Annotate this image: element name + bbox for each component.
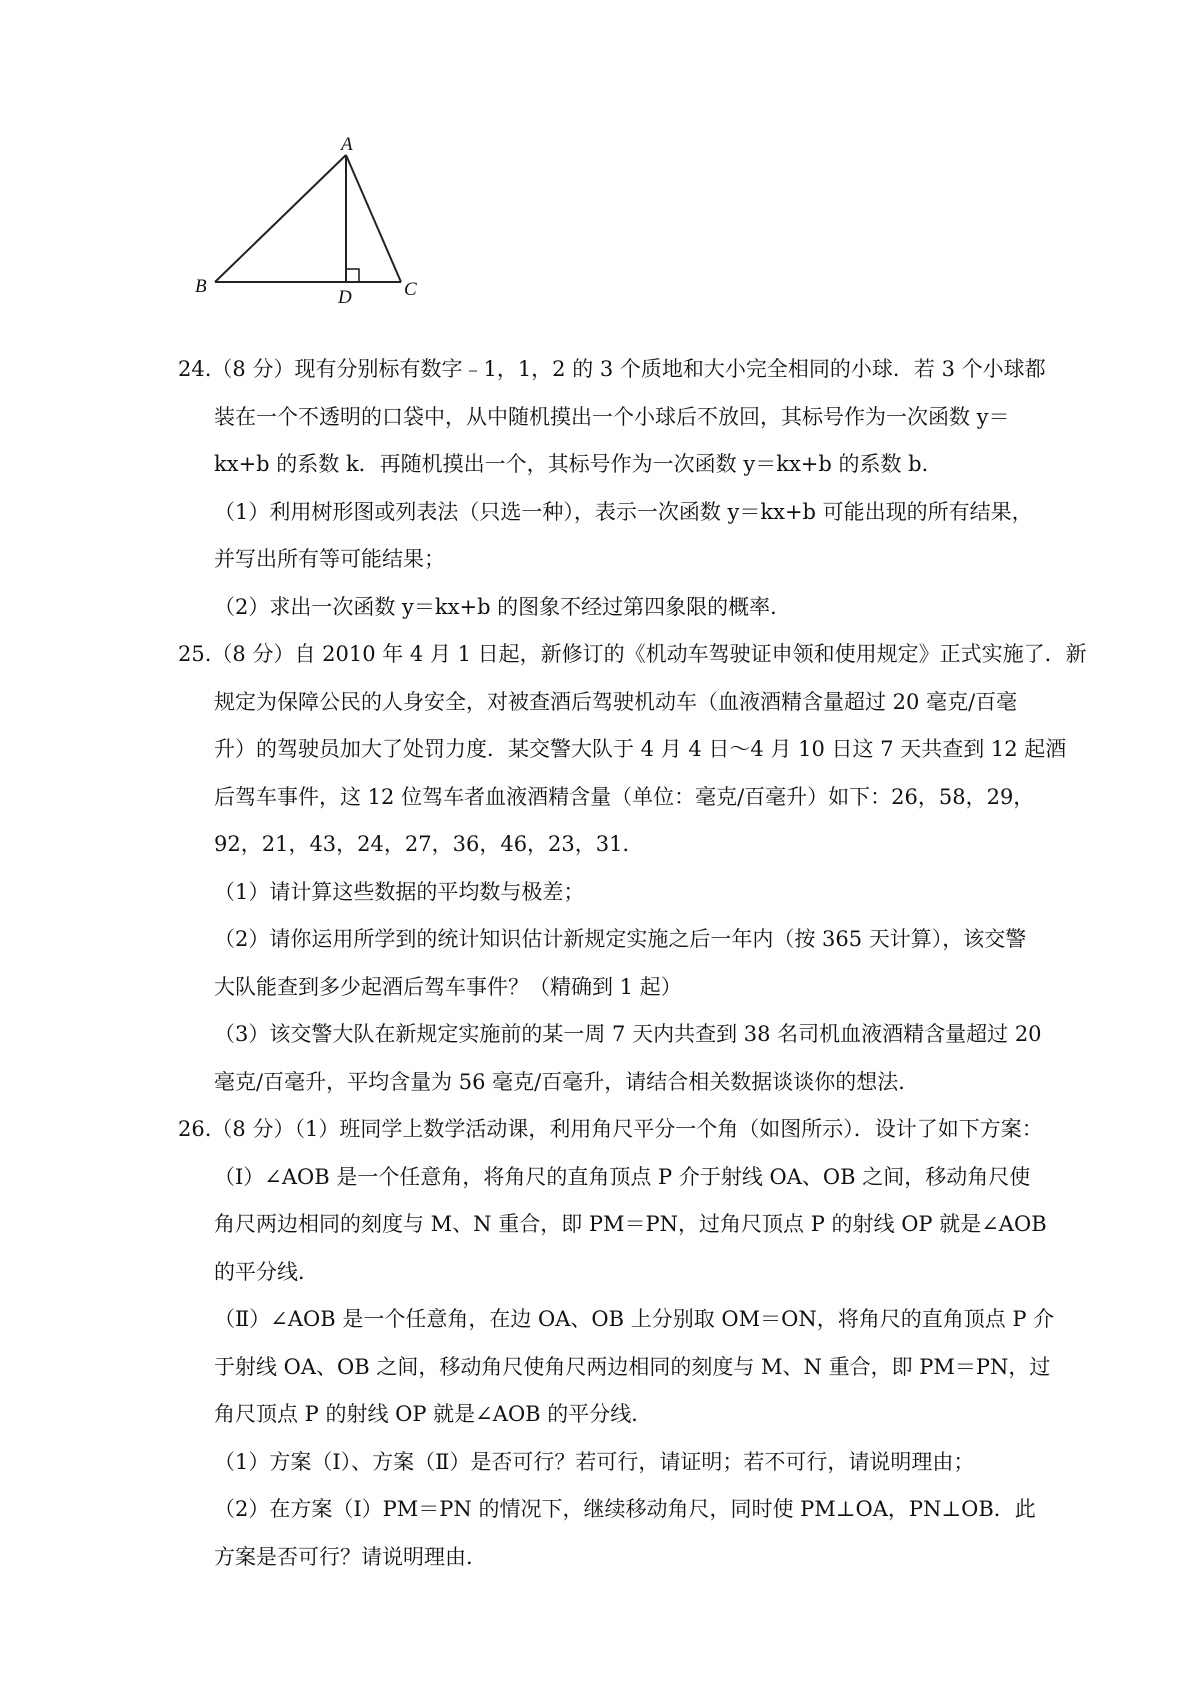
q25-line-5 [214, 821, 1038, 869]
q25-line-9 [214, 1011, 1042, 1059]
q24-line-2 [214, 394, 1038, 442]
q26-line-1 [178, 1106, 1043, 1154]
q25-line-2 [214, 679, 1038, 727]
q25-text-10: 毫克/百毫升，平均含量为 56 毫克/百毫升，请结合相关数据谈谈你的想法． [214, 1069, 920, 1094]
q25-line-6 [214, 869, 1038, 917]
q26-line-10 [214, 1534, 1038, 1582]
q26-text-9: （2）在方案（Ⅰ）PM＝PN 的情况下，继续移动角尺，同时使 PM⊥OA，PN⊥OB．此 [214, 1497, 1036, 1521]
q25-text-8: 大队能查到多少起酒后驾车事件？（精确到 1 起） [214, 974, 682, 999]
triangle-diagram [195, 134, 465, 335]
q25-score: （8 分） [211, 642, 295, 666]
q26-text-6: 于射线 OA、OB 之间，移动角尺使角尺两边相同的刻度与 M、N 重合，即 PM＝PN，过 [214, 1354, 1051, 1379]
q26-line-9 [214, 1486, 1038, 1534]
q26-text-5: （Ⅱ）∠AOB 是一个任意角，在边 OA、OB 上分别取 OM＝ON，将角尺的直角顶点 P 介 [214, 1307, 1055, 1331]
q26-line-8 [214, 1439, 1038, 1487]
side-AC [346, 155, 401, 282]
q25-line-8 [214, 964, 1038, 1012]
side-AB [215, 155, 346, 282]
q26-line-3 [214, 1201, 1047, 1249]
q26-text-1: （1）班同学上数学活动课，利用角尺平分一个角（如图所示）．设计了如下方案： [294, 1117, 1043, 1141]
q24-line-6 [214, 584, 1038, 632]
q24-line-5 [214, 536, 1038, 584]
q25-text-7: （2）请你运用所学到的统计知识估计新规定实施之后一年内（按 365 天计算），该交警 [214, 927, 1027, 951]
q26-text-3: 角尺两边相同的刻度与 M、N 重合，即 PM＝PN，过角尺顶点 P 的射线 OP 就是∠AOB [214, 1212, 1047, 1236]
question-text-block [178, 346, 1087, 1581]
right-angle-mark [346, 269, 359, 282]
q24-text-3: kx+b 的系数 k．再随机摸出一个，其标号作为一次函数 y＝kx+b 的系数 b． [214, 452, 943, 476]
q25-line-4 [214, 774, 1038, 822]
q25-text-2: 规定为保障公民的人身安全，对被查酒后驾驶机动车（血液酒精含量超过 20 毫克/百毫 [214, 689, 1018, 714]
label-D: D [338, 287, 352, 308]
q25-text-5: 92，21，43，24，27，36，46，23，31． [214, 832, 644, 856]
q26-text-8: （1）方案（Ⅰ）、方案（Ⅱ）是否可行？若可行，请证明；若不可行，请说明理由； [214, 1449, 975, 1474]
q24-score: （8 分） [211, 357, 295, 381]
q26-score: （8 分） [211, 1117, 295, 1141]
q25-text-4: 后驾车事件，这 12 位驾车者血液酒精含量（单位：毫克/百毫升）如下：26，58，29， [214, 784, 1035, 809]
q25-text-1: 自 2010 年 4 月 1 日起，新修订的《机动车驾驶证申领和使用规定》正式实施了．新 [294, 642, 1087, 666]
q25-line-3 [214, 726, 1067, 774]
q24-text-4: （1）利用树形图或列表法（只选一种），表示一次函数 y＝kx+b 可能出现的所有结果， [214, 499, 1033, 524]
q24-text-5: 并写出所有等可能结果； [214, 547, 445, 571]
q26-text-2: （Ⅰ）∠AOB 是一个任意角，将角尺的直角顶点 P 介于射线 OA、OB 之间，移动角尺使 [214, 1164, 1031, 1189]
q26-line-5 [214, 1296, 1055, 1344]
label-A: A [341, 134, 353, 155]
q24-text-1: 现有分别标有数字﹣1，1，2 的 3 个质地和大小完全相同的小球．若 3 个小球都 [294, 357, 1046, 381]
q26-number: 26. [178, 1117, 212, 1141]
label-C: C [404, 279, 417, 300]
label-B: B [195, 276, 207, 297]
q24-line-4 [214, 489, 1038, 537]
q26-text-4: 的平分线． [214, 1259, 319, 1284]
q26-line-4 [214, 1249, 1038, 1297]
q25-number: 25. [178, 642, 212, 666]
q25-line-7 [214, 916, 1038, 964]
q25-line-10 [214, 1059, 1038, 1107]
q26-line-2 [214, 1154, 1038, 1202]
q24-number: 24. [178, 357, 212, 381]
q24-text-6: （2）求出一次函数 y＝kx+b 的图象不经过第四象限的概率． [214, 594, 792, 619]
q24-line-3 [214, 441, 1038, 489]
q26-line-6 [214, 1344, 1051, 1392]
q26-text-10: 方案是否可行？请说明理由． [214, 1544, 487, 1569]
q26-text-7: 角尺顶点 P 的射线 OP 就是∠AOB 的平分线． [214, 1402, 653, 1426]
q25-text-9: （3）该交警大队在新规定实施前的某一周 7 天内共查到 38 名司机血液酒精含量超过 20 [214, 1022, 1042, 1046]
q25-line-1 [178, 631, 1087, 679]
q24-line-1 [178, 346, 1046, 394]
q24-text-2: 装在一个不透明的口袋中，从中随机摸出一个小球后不放回，其标号作为一次函数 y＝ [214, 404, 1010, 429]
q25-text-3: 升）的驾驶员加大了处罚力度．某交警大队于 4 月 4 日～4 月 10 日这 7 天共查到 12 起酒 [214, 737, 1067, 761]
q25-text-6: （1）请计算这些数据的平均数与极差； [214, 879, 585, 904]
triangle-figure [195, 134, 465, 335]
q26-line-7 [214, 1391, 1038, 1439]
